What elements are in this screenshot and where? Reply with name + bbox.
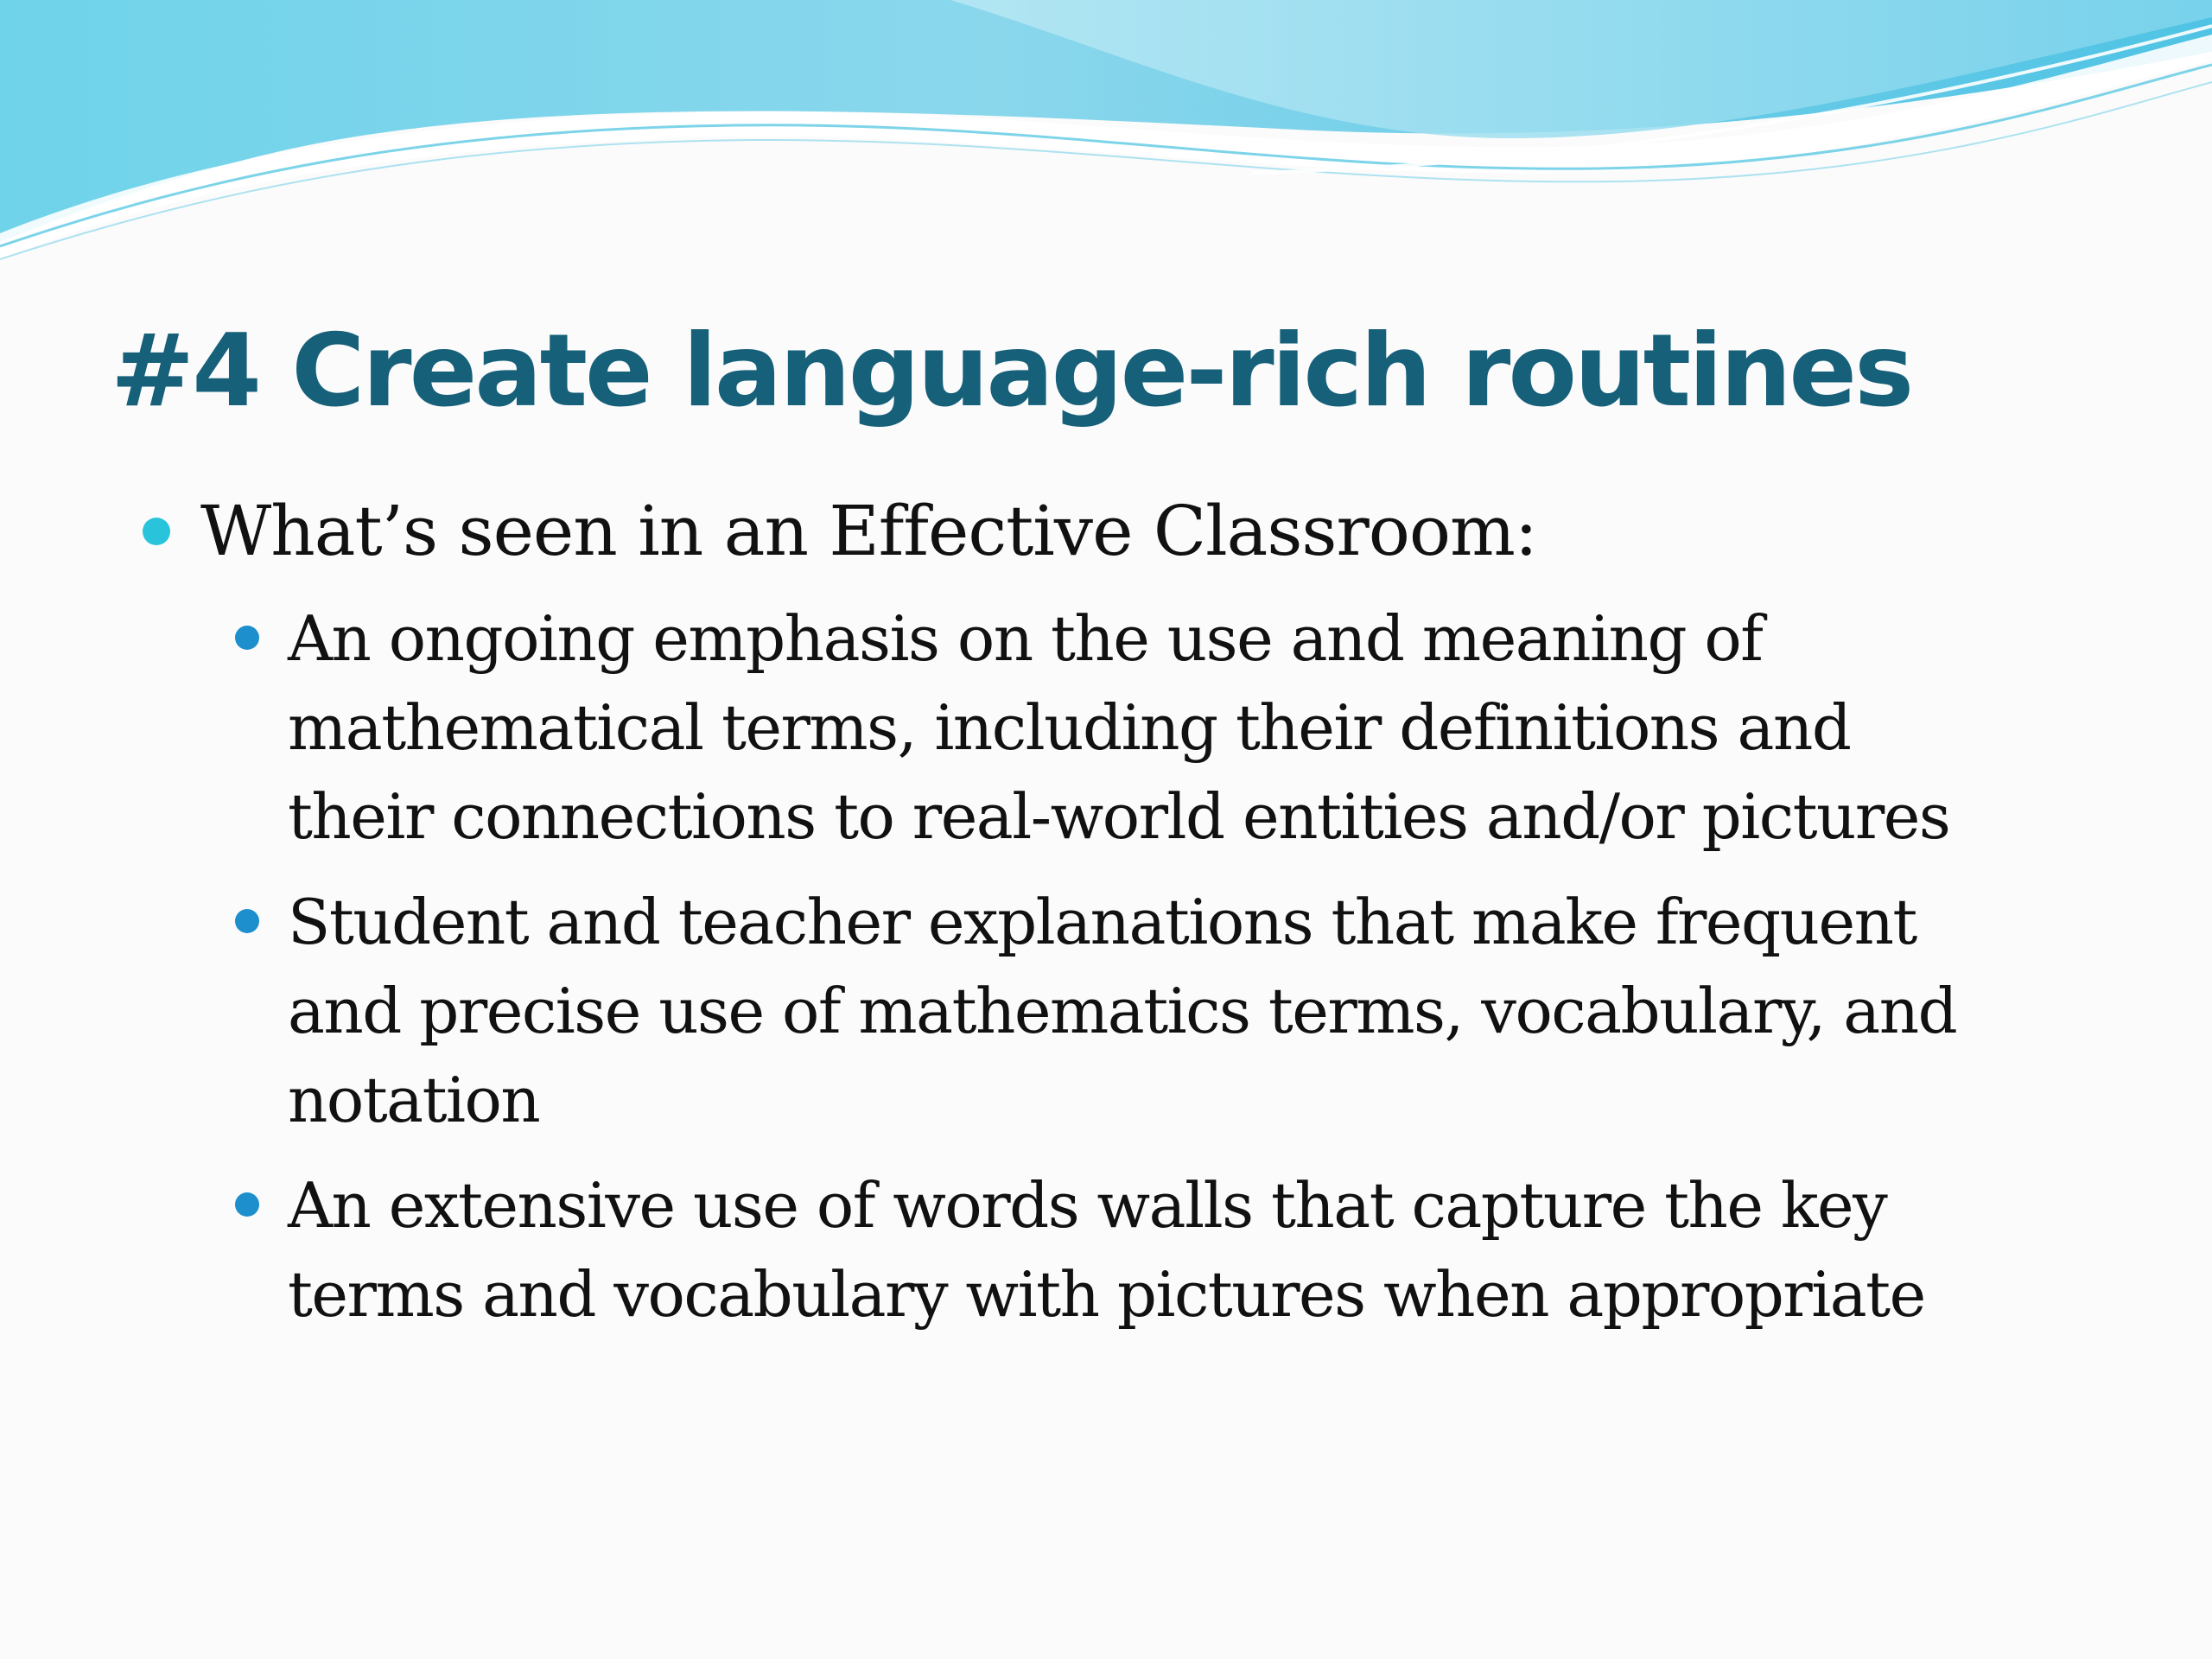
- sub-bullet-1: [288, 594, 2120, 861]
- sub-bullet-3-line-1: An extensive use of words walls that capture the key: [288, 1169, 1887, 1242]
- bullet-dot-level2: [235, 909, 259, 933]
- sub-bullet-1-line-2: mathematical terms, including their definitions and: [288, 691, 1851, 764]
- sub-bullet-2-line-2: and precise use of mathematics terms, vocabulary, and: [288, 975, 1957, 1047]
- sub-bullet-3-line-2: terms and vocabulary with pictures when appropriate: [288, 1258, 1925, 1331]
- slide-title: #4 Create language-rich routines: [111, 313, 1912, 429]
- main-bullet-text: What’s seen in an Effective Classroom:: [200, 491, 1537, 571]
- header-wave-decoration: [0, 0, 2212, 276]
- bullet-dot-level2: [235, 626, 259, 650]
- sub-bullet-1-line-1: An ongoing emphasis on the use and meaning of: [288, 602, 1763, 675]
- sub-bullet-1-line-3: their connections to real-world entities and/or pictures: [288, 780, 1950, 853]
- sub-bullet-2-line-1: Student and teacher explanations that make frequent: [288, 886, 1916, 958]
- sub-bullet-2-line-3: notation: [288, 1064, 540, 1136]
- sub-bullet-2: [288, 878, 2120, 1145]
- bullet-dot-level1: [143, 518, 170, 545]
- sub-bullet-3: [288, 1161, 2120, 1339]
- bullet-dot-level2: [235, 1192, 259, 1217]
